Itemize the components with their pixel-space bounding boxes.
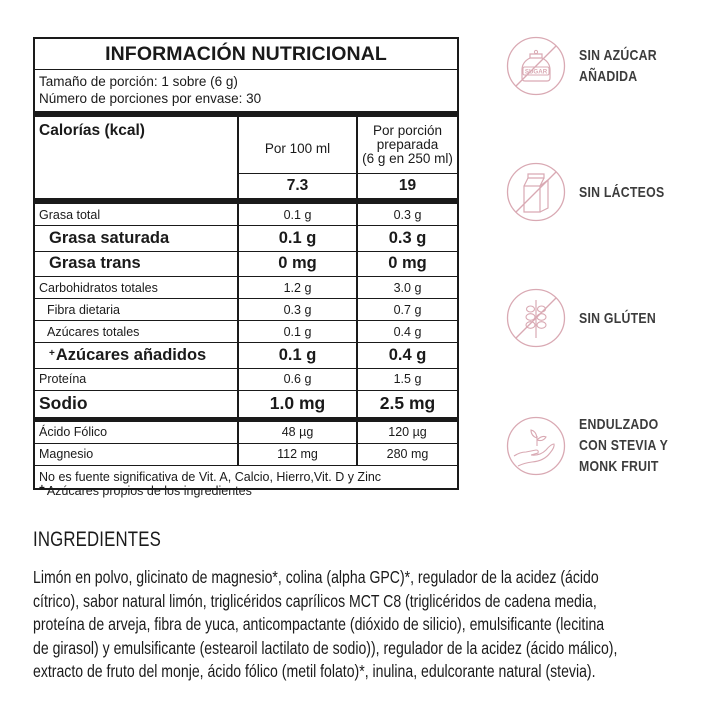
nutrient-per-100ml: 0.1 g (239, 204, 358, 225)
not-significant-source-note: No es fuente significativa de Vit. A, Calcio, Hierro,Vit. D y Zinc (39, 469, 382, 484)
claim-label (579, 182, 664, 203)
nutrient-per-100ml: 0 mg (239, 252, 358, 277)
nutrient-label: Sodio (35, 391, 239, 417)
nutrient-per-100ml: 0.1 g (239, 343, 358, 368)
calories-label: Calorías (kcal) (35, 117, 239, 198)
nutrient-per-serving: 0.7 g (393, 302, 422, 317)
claim-line: SIN AZÚCAR (579, 47, 657, 64)
claim-line: CON STEVIA Y (579, 437, 669, 454)
footnote-marker: + (49, 347, 55, 359)
footnote-marker: + (39, 483, 45, 494)
claim-label (579, 308, 656, 329)
nutrient-per-100ml: 0.1 g (239, 226, 358, 251)
ingredients-text (33, 566, 689, 684)
nutrient-row-grasa-trans (35, 252, 457, 278)
nutrient-label: Magnesio (35, 444, 239, 465)
no-dairy-icon (506, 162, 566, 222)
claim-line: ENDULZADO (579, 416, 659, 433)
nutrient-row-fibra (35, 299, 457, 321)
no-gluten-icon (506, 288, 566, 348)
serving-info (35, 70, 457, 117)
footnote-text: Azúcares propios de los ingredientes (46, 484, 252, 498)
calories-per-serving: 19 (398, 177, 417, 194)
nutrient-per-serving: 280 mg (386, 447, 429, 461)
nutrient-row-magnesio (35, 444, 457, 466)
nutrition-title: INFORMACIÓN NUTRICIONAL (35, 39, 457, 70)
nutrient-row-proteina (35, 369, 457, 391)
claim-no-gluten (506, 288, 673, 348)
nutrient-per-serving: 3.0 g (393, 280, 422, 295)
ingredients-line: cítrico), sabor natural limón, triglicéridos caprílicos MCT C8 (triglicéridos de cadena media, (33, 590, 597, 611)
claim-no-dairy (506, 162, 683, 222)
added-sugar-footnote (39, 484, 252, 498)
nutrient-per-serving: 0 mg (388, 254, 427, 273)
nutrient-label: Azúcares totales (35, 321, 239, 342)
nutrient-per-serving: 120 µg (388, 425, 427, 439)
column-header-per-100ml: Por 100 ml (239, 117, 358, 173)
nutrient-per-100ml: 1.0 mg (239, 391, 358, 417)
calories-block (35, 117, 457, 204)
servings-per-container: Número de porciones por envase: 30 (39, 91, 262, 106)
nutrient-label: Carbohidratos totales (35, 277, 239, 298)
nutrient-per-100ml: 0.1 g (239, 321, 358, 342)
nutrient-label: Grasa total (35, 204, 239, 225)
nutrient-per-100ml: 112 mg (239, 444, 358, 465)
nutrient-per-serving: 0.4 g (393, 324, 422, 339)
nutrient-row-grasa-total (35, 204, 457, 226)
ingredients-line: extracto de fruto del monje, ácido fólico (metil folato)*, inulina, edulcorante natural (stevia). (33, 661, 596, 681)
claim-line: MONK FRUIT (579, 458, 659, 475)
no-sugar-icon (506, 36, 566, 96)
claim-label (579, 45, 657, 87)
per-serving-line3: (6 g en 250 ml) (362, 151, 453, 166)
nutrient-label: Grasa trans (35, 252, 239, 277)
nutrient-per-serving: 2.5 mg (379, 393, 436, 413)
nutrient-label: Proteína (35, 369, 239, 390)
claim-line: SIN LÁCTEOS (579, 183, 665, 201)
nutrient-per-100ml: 0.3 g (239, 299, 358, 320)
nutrient-per-100ml: 1.2 g (239, 277, 358, 298)
serving-size: Tamaño de porción: 1 sobre (6 g) (39, 74, 238, 89)
claim-no-added-sugar (506, 36, 674, 96)
nutrient-per-serving: 1.5 g (393, 372, 422, 386)
claim-line: SIN GLÚTEN (579, 309, 656, 327)
ingredients-line: de girasol) y emulsificante (estearoil lactilato de sodio)), regulador de la acidez (ácido málico), (33, 637, 618, 658)
nutrient-label: Fibra dietaria (35, 299, 239, 320)
nutrient-per-serving: 0.3 g (388, 228, 427, 247)
per-serving-line2: preparada (376, 137, 439, 152)
nutrient-per-serving: 0.4 g (388, 345, 427, 364)
nutrient-row-sodio (35, 391, 457, 422)
calories-per-100ml: 7.3 (239, 174, 358, 198)
nutrient-row-azucares-totales (35, 321, 457, 343)
svg-text:SUGAR: SUGAR (524, 68, 548, 76)
nutrient-per-serving: 0.3 g (393, 207, 422, 222)
nutrient-label-text: Azúcares añadidos (55, 345, 207, 364)
stevia-hand-icon (506, 416, 566, 476)
nutrient-label (35, 343, 239, 368)
nutrient-per-100ml: 48 µg (239, 422, 358, 443)
column-header-per-serving (358, 117, 457, 173)
claim-line: AÑADIDA (579, 68, 638, 85)
ingredients-line: proteína de arveja, fibra de yuca, anticompactante (dióxido de silicio), emulsificante (lecitina (33, 614, 605, 634)
per-serving-line1: Por porción (372, 123, 443, 138)
nutrient-row-grasa-saturada (35, 226, 457, 252)
nutrient-per-100ml: 0.6 g (239, 369, 358, 390)
nutrient-label: Grasa saturada (35, 226, 239, 251)
nutrient-row-azucares-anadidos (35, 343, 457, 369)
nutrient-row-acido-folico (35, 422, 457, 444)
nutrition-facts-table (33, 37, 459, 490)
ingredients-line: Limón en polvo, glicinato de magnesio*, colina (alpha GPC)*, regulador de la acidez (ácido (33, 567, 599, 587)
nutrient-label: Ácido Fólico (35, 422, 239, 443)
claim-stevia-monk-fruit (506, 414, 688, 477)
nutrient-row-carbohidratos (35, 277, 457, 299)
claim-label (579, 414, 668, 477)
ingredients-title: INGREDIENTES (33, 528, 161, 551)
